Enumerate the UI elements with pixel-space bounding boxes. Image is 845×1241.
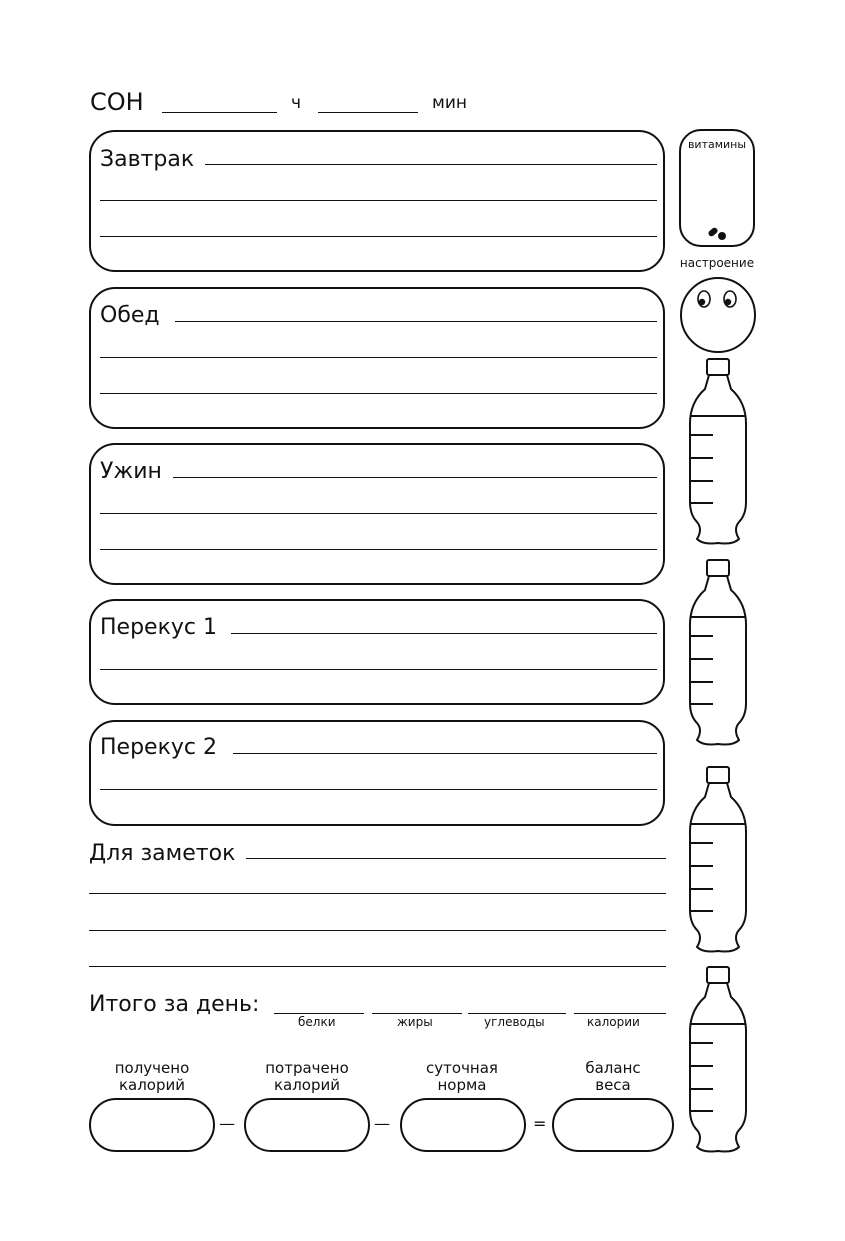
total-calories-label: калории [587,1015,640,1029]
received-calories-input[interactable] [89,1098,215,1152]
minus-sign: — [374,1114,390,1133]
notes-line[interactable] [89,893,666,894]
meal-box-lunch [89,287,665,429]
meal-line[interactable] [100,200,657,201]
meal-line[interactable] [100,357,657,358]
totals-label: Итого за день: [89,992,260,1017]
notes-line[interactable] [246,858,666,859]
total-carbs-field[interactable] [468,1013,566,1014]
caption-line: получено [114,1059,190,1077]
meal-box-snack-2 [89,720,665,826]
meal-line[interactable] [173,477,657,478]
sleep-hours-unit: ч [291,93,302,113]
meal-label-snack-2: Перекус 2 [100,735,217,760]
vitamins-box[interactable] [679,129,755,247]
meal-box-breakfast [89,130,665,272]
water-bottle-icon[interactable] [687,765,749,953]
caption-line: баланс [585,1059,641,1077]
sleep-minutes-unit: мин [432,93,467,113]
sleep-minutes-field[interactable] [318,112,418,113]
notes-line[interactable] [89,966,666,967]
equals-sign: = [533,1114,547,1133]
meal-label-lunch: Обед [100,303,160,328]
notes-label: Для заметок [89,841,236,866]
balance-caption-received [93,1060,211,1094]
total-protein-label: белки [298,1015,336,1029]
caption-line: потрачено [265,1059,349,1077]
caption-line: суточная [426,1059,498,1077]
sleep-label: СОН [90,88,144,116]
sleep-hours-field[interactable] [162,112,277,113]
total-protein-field[interactable] [274,1013,364,1014]
mood-label: настроение [679,256,755,270]
total-carbs-label: углеводы [484,1015,545,1029]
caption-line: калорий [118,1076,186,1094]
balance-caption-norm [403,1060,521,1094]
meal-line[interactable] [205,164,657,165]
caption-line: веса [595,1076,631,1094]
water-bottle-icon[interactable] [687,357,749,545]
meal-line[interactable] [233,753,657,754]
meal-label-breakfast: Завтрак [100,147,195,172]
meal-line[interactable] [100,513,657,514]
meal-box-snack-1 [89,599,665,705]
meal-line[interactable] [100,669,657,670]
total-calories-field[interactable] [574,1013,666,1014]
meal-line[interactable] [100,549,657,550]
caption-line: калорий [273,1076,341,1094]
water-bottle-icon[interactable] [687,965,749,1153]
water-bottle-icon[interactable] [687,558,749,746]
notes-line[interactable] [89,930,666,931]
meal-line[interactable] [100,236,657,237]
weight-balance-input[interactable] [552,1098,674,1152]
meal-label-snack-1: Перекус 1 [100,615,217,640]
meal-line[interactable] [100,789,657,790]
balance-caption-spent [248,1060,366,1094]
pill-icon [707,227,727,241]
meal-line[interactable] [231,633,657,634]
smiley-face-icon[interactable] [679,276,757,354]
daily-norm-input[interactable] [400,1098,526,1152]
meal-box-dinner [89,443,665,585]
spent-calories-input[interactable] [244,1098,370,1152]
meal-line[interactable] [175,321,657,322]
caption-line: норма [437,1076,487,1094]
total-fat-label: жиры [397,1015,433,1029]
vitamins-label: витамины [687,138,747,151]
minus-sign: — [219,1114,235,1133]
balance-caption-weight [554,1060,672,1094]
total-fat-field[interactable] [372,1013,462,1014]
meal-label-dinner: Ужин [100,459,162,484]
meal-line[interactable] [100,393,657,394]
